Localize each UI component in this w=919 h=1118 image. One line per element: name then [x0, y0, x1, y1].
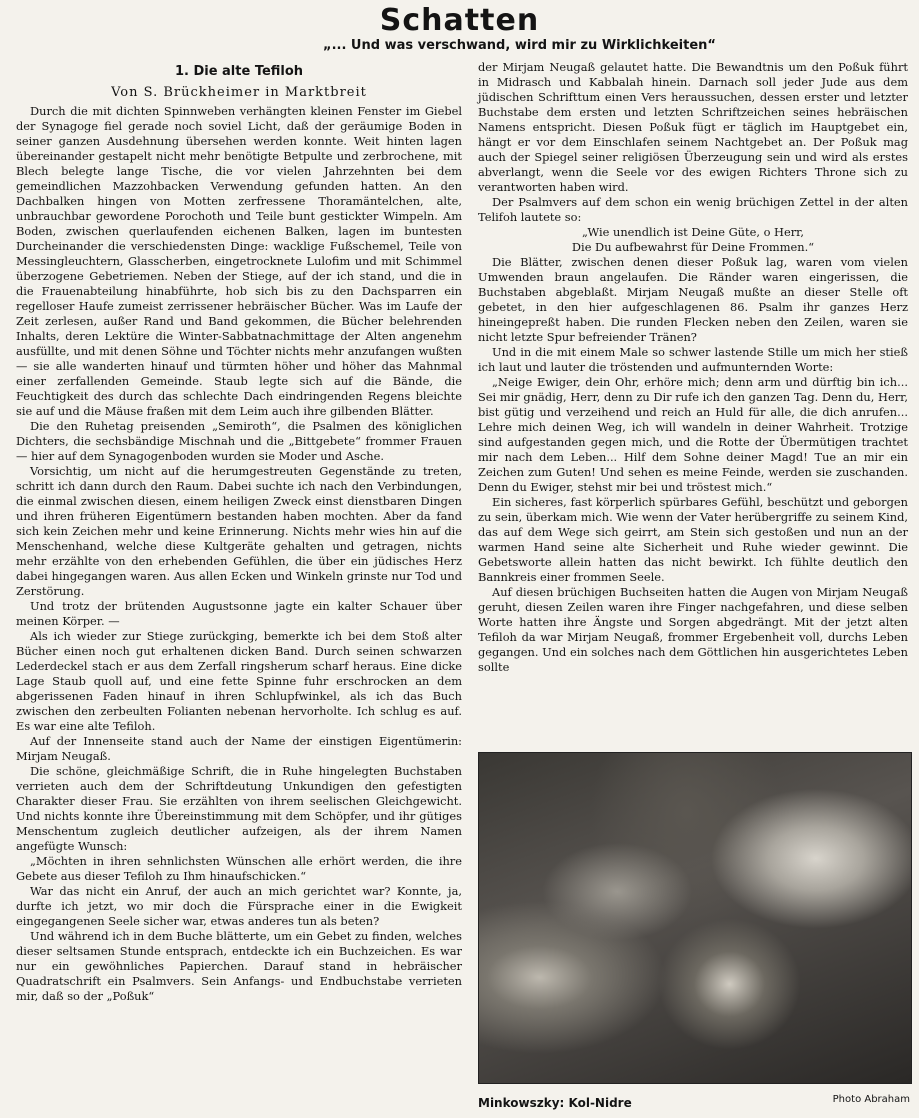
paragraph: Die schöne, gleichmäßige Schrift, die in Ruhe hingelegten Buchstaben verrieten auch dem der Schriftdeutung Unkundigen den gefestigten Charakter dieser Frau. Sie erzählten von ihrem seelischen Gleichgewicht. Und nichts konnte ihre Übereinstimmung mit dem Schöpfer, und ihr gütiges Menschentum zugleich deutlicher aufzeigen, als der ihrem Namen angefügte Wunsch: [16, 764, 462, 853]
paragraph: Auf der Innenseite stand auch der Name der einstigen Eigentümerin: Mirjam Neugaß. [16, 734, 462, 763]
paragraph: Auf diesen brüchigen Buchseiten hatten die Augen von Mirjam Neugaß geruht, diesen Zeilen waren ihre Finger nachgefahren, und diese selben Worte hatten ihre Ängste und Sorgen abgedrängt. Mit der jetzt alten Tefiloh da war Mirjam Neugaß, frommer Ergebenheit voll, durchs Leben gegangen. Und ein solches nach dem Göttlichen hin ausgerichtetes Leben sollte [478, 585, 908, 674]
paragraph: der Mirjam Neugaß gelautet hatte. Die Bewandtnis um den Poßuk führt in Midrasch und Kabbalah hinein. Darnach soll jeder Jude aus dem jüdischen Schrifttum einen Vers heraussuchen, dessen erster und letzter Buchstabe dem ersten und letzten Schriftzeichen seines hebräischen Namens entspricht. Diesen Poßuk fügt er täglich im Hauptgebet ein, hängt er vor dem Einschlafen seinem Nachtgebet an. Der Poßuk mag auch der Spiegel seiner religiösen Überzeugung sein und wird als erstes abverlangt, wenn die Seele vor des ewigen Richters Throne sich zu verantworten haben wird. [478, 60, 908, 194]
photo-credit: Photo Abraham [832, 1094, 910, 1105]
page-title: Schatten [379, 3, 540, 38]
right-column [478, 60, 908, 675]
paragraph: Vorsichtig, um nicht auf die herumgestreuten Gegenstände zu treten, schritt ich dann durch den Raum. Dabei suchte ich nach den Verbindungen, die einmal zwischen diesen, einem heiligen Zweck einst dienstbaren Dingen und ihren früheren Eigentümern bestanden haben mochten. Aber da fand sich kein Zeichen mehr und keine Erinnerung. Nichts mehr wies hin auf die Menschenhand, welche diese Kultgeräte gehalten und getragen, nichts mehr erzählte von den erhebenden Gefühlen, die über ein jüdisches Herz dabei hingegangen waren. Aus allen Ecken und Winkeln grinste nur Tod und Zerstörung. [16, 464, 462, 598]
byline: Von S. Brückheimer in Marktbreit [111, 85, 367, 100]
psalm-verse-line: „Wie unendlich ist Deine Güte, o Herr, [582, 225, 804, 239]
section-title: 1. Die alte Tefiloh [174, 64, 304, 79]
paragraph: Und in die mit einem Male so schwer lastende Stille um mich her stieß ich laut und lauter die tröstenden und aufmunternden Worte: [478, 345, 908, 374]
left-column [16, 60, 462, 1004]
kol-nidre-photo [478, 752, 912, 1084]
paragraph: War das nicht ein Anruf, der auch an mich gerichtet war? Konnte, ja, durfte ich jetzt, wo mir doch die Fürsprache einer in die Ewigkeit eingegangenen Seele sicher war, etwas anderes tun als beten? [16, 884, 462, 928]
paragraph: Ein sicheres, fast körperlich spürbares Gefühl, beschützt und geborgen zu sein, überkam mich. Wie wenn der Vater herübergriffe zu seinem Kind, das auf dem Wege sich geirrt, am Stein sich gestoßen und nun an der warmen Hand seine alte Sicherheit und Ruhe wieder gewinnt. Die Gebetsworte allein hatten das nicht bewirkt. Ich fühlte deutlich den Bannkreis einer frommen Seele. [478, 495, 908, 584]
page-subtitle: „... Und was verschwand, wird mir zu Wirklichkeiten“ [323, 38, 716, 53]
quote-paragraph: „Möchten in ihren sehnlichsten Wünschen alle erhört werden, die ihre Gebete aus dieser Tefiloh zu Ihm hinaufschicken.“ [16, 854, 462, 883]
paragraph: Die Blätter, zwischen denen dieser Poßuk lag, waren vom vielen Umwenden braun angelaufen. Die Ränder waren eingerissen, die Buchstaben abgeblaßt. Mirjam Neugaß mußte an dieser Stelle oft gebetet, in den hier aufgeschlagenen 86. Psalm ihr ganzes Herz hineingepreßt haben. Die runden Flecken neben den Zeilen, waren sie nicht letzte Spur befreiender Tränen? [478, 255, 908, 344]
caption-text: Minkowszky: Kol-Nidre [478, 1096, 632, 1110]
paragraph: Durch die mit dichten Spinnweben verhängten kleinen Fenster im Giebel der Synagoge fiel gerade noch soviel Licht, daß der geräumige Boden in seiner ganzen Ausdehnung übersehen werden konnte. Weit hinten lagen übereinander gestapelt nicht mehr benötigte Betpulte und zerbrochene, mit Blech belegte lange Tische, die vor vielen Jahrzehnten bei dem gemeindlichen Mazzohbacken Verwendung gefunden hatten. An den Dachbalken hingen von Motten zerfressene Thoramäntelchen, alte, unbrauchbar gewordene Porochoth und Teile bunt gestickter Wimpeln. Am Boden, zwischen querlaufenden eichenen Balken, lagen im buntesten Durcheinander die verschiedensten Dinge: wacklige Fußschemel, Teile von Messingleuchtern, Glasscherben, eingetrocknete Lulofim und mit Schimmel überzogene Gebetriemen. Neben der Stiege, auf der ich stand, und die in die Frauenabteilung hinabführte, hob sich bis zu den Dachsparren ein regelloser Haufe zumeist zerrissener hebräischer Bücher. Was im Laufe der Zeit zerlesen, außer Rand und Band gekommen, die Bücher belehrenden Inhalts, deren Lektüre die Winter-Sabbatnachmittage der Alten angenehm ausfüllte, und mit denen Söhne und Töchter nichts mehr anzufangen wußten — sie alle wanderten hinauf und türmten höher und höher das Mahnmal einer zerfallenden Gemeinde. Staub legte sich auf die Bände, die Feuchtigkeit des durch das schlechte Dach eindringenden Regens bleichte sie auf und die Mäuse fraßen mit dem Leim auch ihre gilbenden Blätter. [16, 104, 462, 418]
paragraph: Als ich wieder zur Stiege zurückging, bemerkte ich bei dem Stoß alter Bücher einen noch gut erhaltenen dicken Band. Durch seinen schwarzen Lederdeckel stach er aus dem Zerfall ringsherum scharf heraus. Eine dicke Lage Staub quoll auf, und eine fette Spinne fuhr erschrocken an dem abgerissenen Faden hinauf in ihren Schlupfwinkel, als ich das Buch zwischen den zerbeulten Folianten nebenan hervorholte. Ich schlug es auf. Es war eine alte Tefiloh. [16, 629, 462, 733]
paragraph: Die den Ruhetag preisenden „Semiroth“, die Psalmen des königlichen Dichters, die sechsbändige Mischnah und die „Bittgebete“ frommer Frauen — hier auf dem Synagogenboden wurden sie Moder und Asche. [16, 419, 462, 463]
quote-paragraph: „Neige Ewiger, dein Ohr, erhöre mich; denn arm und dürftig bin ich... Sei mir gnädig, Herr, denn zu Dir rufe ich den ganzen Tag. Denn du, Herr, bist gütig und verzeihend und reich an Huld für alle, die dich anrufen... Lehre mich deinen Weg, ich will wandeln in deiner Wahrheit. Trotzige sind aufgestanden gegen mich, und die Rotte der Übermütigen trachtet mir nach dem Leben... Hilf dem Sohne deiner Magd! Tue an mir ein Zeichen zum Guten! Und sehen es meine Feinde, werden sie zuschanden. Denn du Ewiger, stehst mir bei und tröstest mich.“ [478, 375, 908, 494]
psalm-verse-line: Die Du aufbewahrst für Deine Frommen.“ [571, 240, 815, 254]
paragraph: Und während ich in dem Buche blätterte, um ein Gebet zu finden, welches dieser seltsamen Stunde entsprach, entdeckte ich ein Buchzeichen. Es war nur ein gewöhnliches Papierchen. Darauf stand in hebräischer Quadratschrift ein Psalmvers. Sein Anfangs- und Endbuchstabe verrieten mir, daß so der „Poßuk“ [16, 929, 462, 1003]
photo-caption [478, 1092, 910, 1111]
paragraph: Und trotz der brütenden Augustsonne jagte ein kalter Schauer über meinen Körper. — [16, 599, 462, 628]
paragraph: Der Psalmvers auf dem schon ein wenig brüchigen Zettel in der alten Telifoh lautete so: [478, 195, 908, 224]
masthead [0, 0, 919, 54]
